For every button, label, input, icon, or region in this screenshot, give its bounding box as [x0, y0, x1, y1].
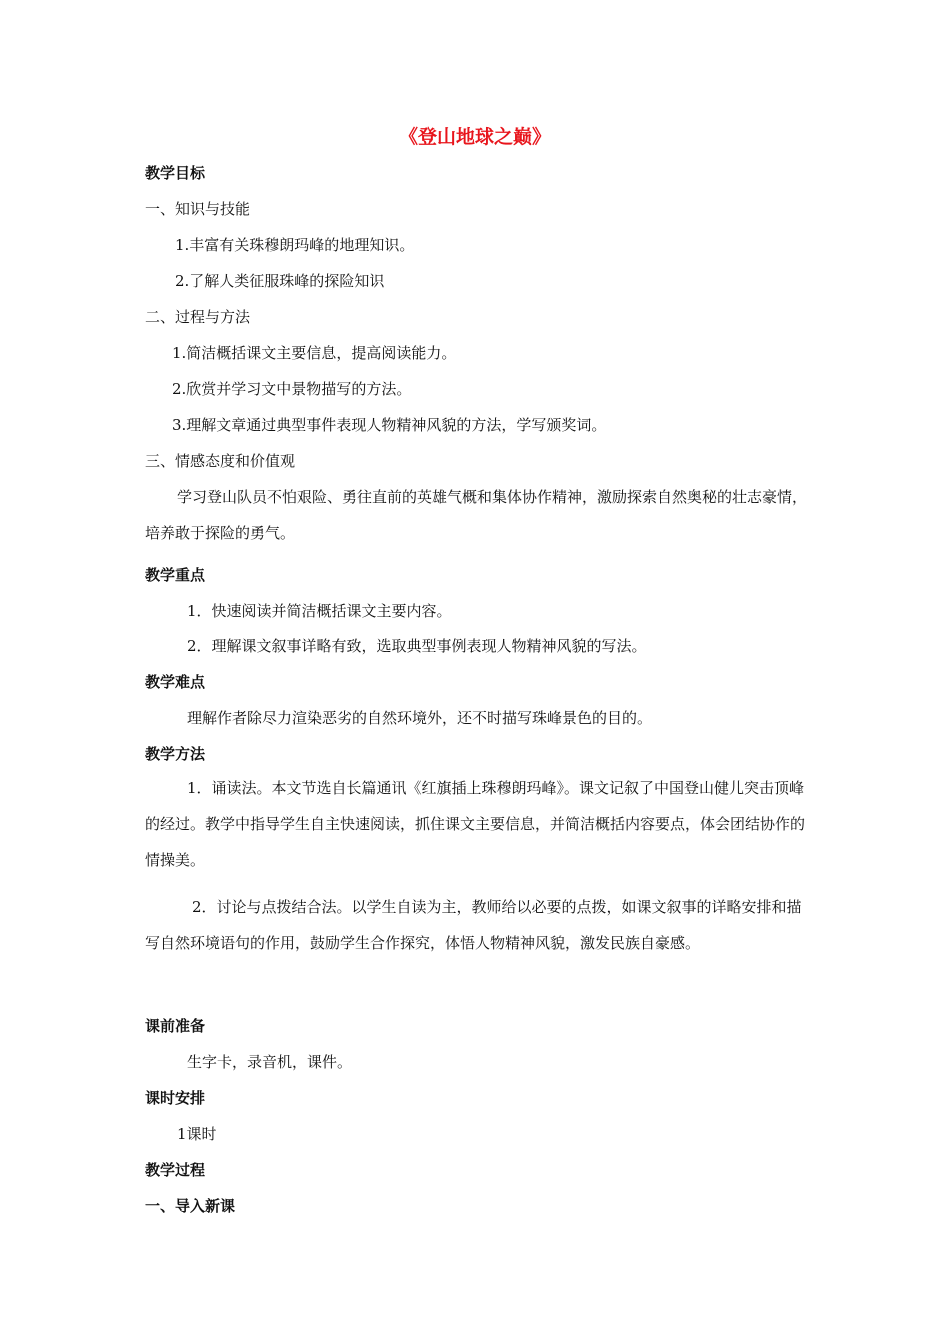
goal-item: 2.欣赏并学习文中景物描写的方法。	[172, 380, 412, 398]
goal-item: 2.了解人类征服珠峰的探险知识	[175, 272, 385, 290]
preparation-text: 生字卡，录音机，课件。	[187, 1053, 353, 1071]
schedule-text: 1课时	[177, 1125, 217, 1143]
heading-difficulty: 教学难点	[145, 673, 206, 691]
heading-goals: 教学目标	[145, 164, 206, 182]
goal-item: 1.简洁概括课文主要信息，提高阅读能力。	[172, 344, 457, 362]
method-paragraph-2: 2．讨论与点拨结合法。以学生自读为主，教师给以必要的点拨，如课文叙事的详略安排和描写自然环境语句的作用，鼓励学生合作探究，体悟人物精神风貌，激发民族自豪感。	[145, 898, 802, 952]
heading-schedule: 课时安排	[145, 1089, 206, 1107]
heading-preparation: 课前准备	[145, 1017, 206, 1035]
heading-methods: 教学方法	[145, 745, 206, 763]
heading-teaching-process: 教学过程	[145, 1161, 206, 1179]
heading-knowledge-skills: 一、知识与技能	[145, 200, 251, 218]
document-title: 《登山地球之巅》	[398, 126, 551, 148]
key-item: 2．理解课文叙事详略有致，选取典型事例表现人物精神风貌的写法。	[187, 637, 647, 655]
heading-process-methods: 二、过程与方法	[145, 308, 251, 326]
method-paragraph-1: 1．诵读法。本文节选自长篇通讯《红旗插上珠穆朗玛峰》。课文记叙了中国登山健儿突击顶峰的经过。教学中指导学生自主快速阅读，抓住课文主要信息，并简洁概括内容要点，体会团结协作的情操美。	[145, 779, 806, 869]
difficulty-text: 理解作者除尽力渲染恶劣的自然环境外，还不时描写珠峰景色的目的。	[187, 709, 653, 727]
heading-intro-step: 一、导入新课	[145, 1197, 236, 1215]
key-item: 1．快速阅读并简洁概括课文主要内容。	[187, 602, 452, 620]
goal-item: 1.丰富有关珠穆朗玛峰的地理知识。	[175, 236, 415, 254]
heading-key-points: 教学重点	[145, 566, 206, 584]
values-paragraph: 学习登山队员不怕艰险、勇往直前的英雄气概和集体协作精神，激励探索自然奥秘的壮志豪情，培养敢于探险的勇气。	[145, 488, 808, 542]
goal-item: 3.理解文章通过典型事件表现人物精神风貌的方法，学写颁奖词。	[172, 416, 607, 434]
heading-emotion-values: 三、情感态度和价值观	[145, 452, 296, 470]
